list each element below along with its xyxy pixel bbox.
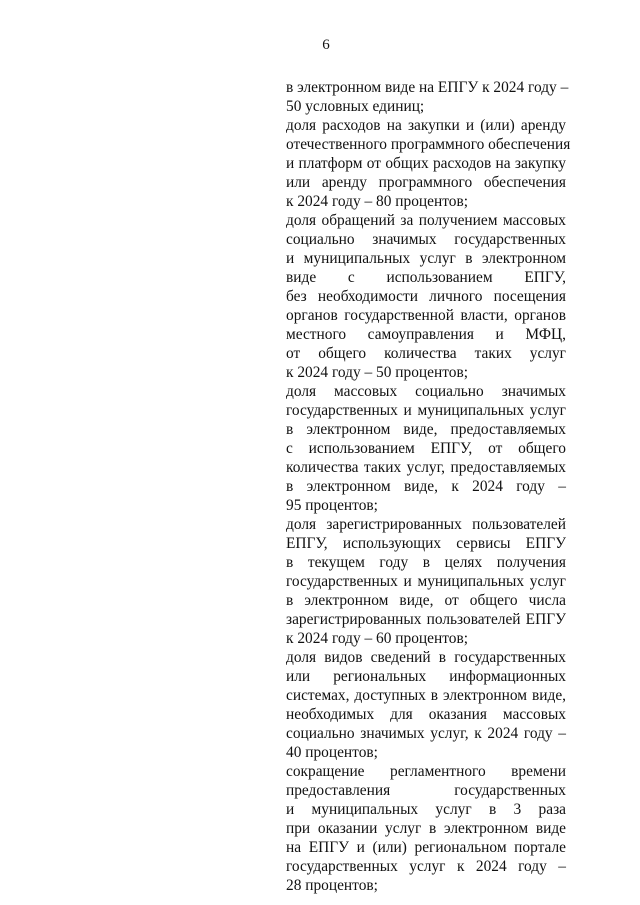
text-line: и платформ от общих расходов на закупку (286, 155, 566, 172)
text-line: государственных и муниципальных услуг (286, 402, 566, 419)
text-line: или аренду программного обеспечения (286, 174, 566, 191)
text-line: виде с использованием ЕПГУ, (286, 269, 566, 286)
text-line: необходимых для оказания массовых (286, 706, 566, 723)
text-line: местного самоуправления и МФЦ, (286, 326, 566, 343)
text-line: количества таких услуг, предоставляемых (286, 459, 566, 476)
text-line: 95 процентов; (286, 497, 378, 514)
text-line: в электронном виде, к 2024 году – (286, 478, 566, 495)
text-line: органов государственной власти, органов (286, 307, 566, 324)
text-line: социально значимых государственных (286, 231, 566, 248)
text-line: от общего количества таких услуг (286, 345, 566, 362)
text-line: ЕПГУ, использующих сервисы ЕПГУ (286, 535, 566, 552)
text-line: в электронном виде, предоставляемых (286, 421, 566, 438)
text-line: 50 условных единиц; (286, 98, 425, 115)
text-line: доля обращений за получением массовых (286, 212, 566, 229)
text-line: государственных и муниципальных услуг (286, 573, 566, 590)
text-line: социально значимых услуг, к 2024 году – (286, 725, 566, 742)
text-line: на ЕПГУ и (или) региональном портале (286, 839, 566, 856)
page-number: 6 (322, 37, 330, 53)
text-line: сокращение регламентного времени (286, 763, 566, 780)
text-line: к 2024 году – 80 процентов; (286, 193, 468, 210)
text-line: системах, доступных в электронном виде, (286, 687, 566, 704)
text-line: доля расходов на закупки и (или) аренду (286, 117, 566, 134)
text-line: государственных услуг к 2024 году – (286, 858, 566, 875)
text-line: без необходимости личного посещения (286, 288, 566, 305)
text-line: зарегистрированных пользователей ЕПГУ (286, 611, 566, 628)
text-line: к 2024 году – 50 процентов; (286, 364, 468, 381)
text-line: в текущем году в целях получения (286, 554, 566, 571)
text-line: и муниципальных услуг в 3 раза (286, 801, 566, 818)
text-line: доля массовых социально значимых (286, 383, 566, 400)
text-line: или региональных информационных (286, 668, 566, 685)
text-line: и муниципальных услуг в электронном (286, 250, 566, 267)
text-line: при оказании услуг в электронном виде (286, 820, 566, 837)
text-line: 28 процентов; (286, 877, 378, 894)
text-line: отечественного программного обеспечения (286, 136, 571, 153)
text-line: доля зарегистрированных пользователей (286, 516, 566, 533)
text-line: доля видов сведений в государственных (286, 649, 566, 666)
text-line: 40 процентов; (286, 744, 378, 761)
text-line: с использованием ЕПГУ, от общего (286, 440, 566, 457)
text-line: в электронном виде, от общего числа (286, 592, 566, 609)
text-line: в электронном виде на ЕПГУ к 2024 году – (286, 79, 569, 96)
text-line: к 2024 году – 60 процентов; (286, 630, 468, 647)
text-line: предоставления государственных (286, 782, 566, 799)
